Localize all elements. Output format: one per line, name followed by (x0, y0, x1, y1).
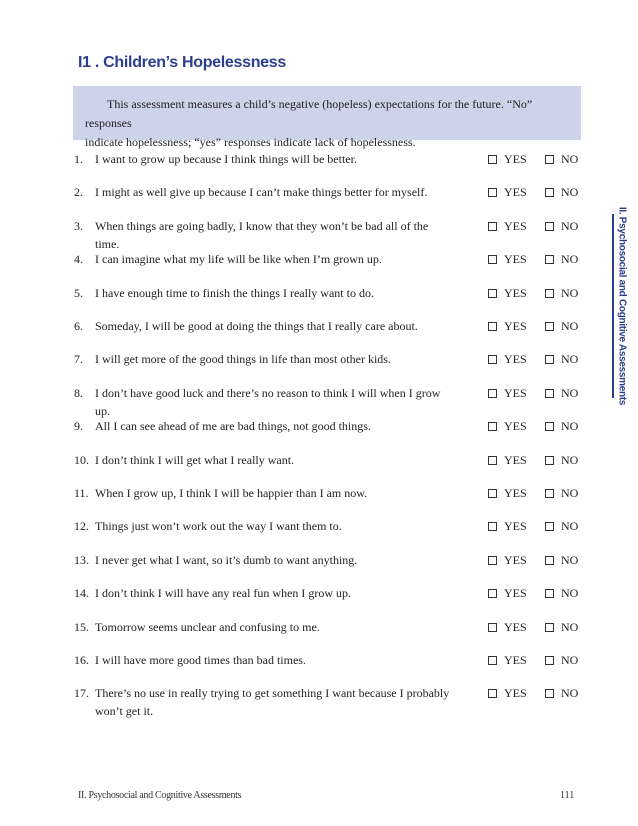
question-text: I never get what I want, so it’s dumb to want anything. (95, 552, 358, 567)
question-text: I want to grow up because I think things will be better. (95, 152, 357, 166)
no-checkbox[interactable] (545, 589, 554, 598)
yes-label: YES (504, 252, 527, 267)
yes-label: YES (504, 452, 527, 467)
question-text: When things are going badly, I know that they won’t be bad all of the time. (95, 218, 429, 251)
question-number: 3. (74, 218, 83, 233)
side-tab (612, 206, 628, 406)
yes-label: YES (504, 586, 527, 601)
question-number: 9. (74, 419, 83, 434)
page-title: I1 . Children’s Hopelessness (78, 54, 286, 71)
no-label: NO (561, 352, 579, 367)
yes-checkbox[interactable] (488, 389, 497, 398)
question-number: 12. (74, 519, 89, 534)
no-checkbox[interactable] (545, 389, 554, 398)
no-checkbox[interactable] (545, 522, 554, 531)
question-text: I will have more good times than bad times. (95, 653, 306, 667)
yes-label: YES (504, 552, 527, 567)
yes-checkbox[interactable] (488, 689, 497, 698)
question-text: There’s no use in really trying to get something I want because I probably won’t get it. (95, 686, 450, 719)
yes-checkbox[interactable] (488, 623, 497, 632)
yes-option[interactable] (488, 317, 527, 335)
question-text: I will get more of the good things in life than most other kids. (95, 352, 391, 367)
no-option[interactable] (545, 150, 578, 168)
question-text: Things just won’t work out the way I want them to. (95, 519, 342, 534)
no-option[interactable] (545, 384, 578, 402)
no-option[interactable] (545, 484, 578, 502)
no-checkbox[interactable] (545, 188, 554, 197)
yes-label: YES (504, 352, 527, 367)
no-option[interactable] (545, 451, 578, 469)
question-text: I don’t think I will get what I really want. (95, 452, 295, 467)
question-text: Someday, I will be good at doing the things that I really care about. (95, 319, 418, 333)
question-text: I don’t have good luck and there’s no reason to think I will when I grow up. (95, 385, 441, 418)
yes-checkbox[interactable] (488, 589, 497, 598)
footer-page-number: 111 (560, 790, 575, 801)
yes-option[interactable] (488, 517, 527, 535)
no-label: NO (561, 619, 579, 634)
no-label: NO (561, 486, 579, 500)
question-number: 1. (74, 152, 83, 166)
no-label: NO (561, 586, 579, 601)
no-option[interactable] (545, 284, 578, 302)
no-label: NO (561, 152, 579, 166)
no-checkbox[interactable] (545, 155, 554, 164)
yes-option[interactable] (488, 451, 527, 469)
question-number: 8. (74, 385, 83, 400)
yes-option[interactable] (488, 417, 527, 435)
question-number: 6. (74, 319, 83, 333)
yes-option[interactable] (488, 651, 527, 669)
question-number: 17. (74, 686, 89, 701)
yes-label: YES (504, 385, 527, 400)
yes-checkbox[interactable] (488, 255, 497, 264)
yes-option[interactable] (488, 684, 527, 702)
yes-option[interactable] (488, 350, 527, 368)
no-option[interactable] (545, 618, 578, 636)
yes-option[interactable] (488, 217, 527, 235)
no-label: NO (561, 218, 579, 233)
yes-label: YES (504, 152, 527, 166)
question-text: Tomorrow seems unclear and confusing to me. (95, 619, 320, 634)
yes-option[interactable] (488, 618, 527, 636)
no-checkbox[interactable] (545, 289, 554, 298)
no-option[interactable] (545, 217, 578, 235)
no-option[interactable] (545, 350, 578, 368)
question-number: 13. (74, 552, 89, 567)
question-text: I might as well give up because I can’t make things better for myself. (95, 185, 428, 200)
yes-checkbox[interactable] (488, 188, 497, 197)
yes-label: YES (504, 686, 527, 701)
no-checkbox[interactable] (545, 255, 554, 264)
question-number: 2. (74, 185, 83, 200)
question-number: 10. (74, 452, 89, 467)
yes-label: YES (504, 185, 527, 200)
yes-label: YES (504, 619, 527, 634)
no-label: NO (561, 319, 579, 333)
no-option[interactable] (545, 317, 578, 335)
no-label: NO (561, 285, 579, 300)
question-number: 16. (74, 653, 89, 667)
question-text: I can imagine what my life will be like when I’m grown up. (95, 252, 382, 267)
question-number: 4. (74, 252, 83, 267)
yes-label: YES (504, 285, 527, 300)
yes-label: YES (504, 653, 527, 667)
no-option[interactable] (545, 517, 578, 535)
yes-option[interactable] (488, 250, 527, 268)
yes-option[interactable] (488, 284, 527, 302)
question-text: When I grow up, I think I will be happier than I am now. (95, 486, 368, 500)
side-tab-label: II. Psychosocial and Cognitive Assessments (616, 206, 628, 406)
no-checkbox[interactable] (545, 222, 554, 231)
yes-option[interactable] (488, 183, 527, 201)
yes-label: YES (504, 486, 527, 500)
yes-checkbox[interactable] (488, 155, 497, 164)
no-label: NO (561, 185, 579, 200)
yes-label: YES (504, 218, 527, 233)
question-text: I have enough time to finish the things I really want to do. (95, 285, 374, 300)
question-number: 15. (74, 619, 89, 634)
no-checkbox[interactable] (545, 556, 554, 565)
yes-checkbox[interactable] (488, 556, 497, 565)
yes-option[interactable] (488, 484, 527, 502)
no-checkbox[interactable] (545, 322, 554, 331)
no-label: NO (561, 686, 579, 701)
no-label: NO (561, 252, 579, 267)
no-label: NO (561, 519, 579, 534)
no-label: NO (561, 452, 579, 467)
question-text: I don’t think I will have any real fun when I grow up. (95, 586, 352, 601)
no-label: NO (561, 385, 579, 400)
no-label: NO (561, 552, 579, 567)
no-checkbox[interactable] (545, 456, 554, 465)
no-option[interactable] (545, 651, 578, 669)
yes-checkbox[interactable] (488, 289, 497, 298)
no-label: NO (561, 419, 579, 434)
no-label: NO (561, 653, 579, 667)
yes-checkbox[interactable] (488, 322, 497, 331)
yes-checkbox[interactable] (488, 422, 497, 431)
yes-checkbox[interactable] (488, 222, 497, 231)
footer-section: II. Psychosocial and Cognitive Assessments (78, 790, 242, 801)
no-checkbox[interactable] (545, 422, 554, 431)
yes-option[interactable] (488, 384, 527, 402)
no-checkbox[interactable] (545, 623, 554, 632)
no-option[interactable] (545, 417, 578, 435)
yes-checkbox[interactable] (488, 355, 497, 364)
no-option[interactable] (545, 250, 578, 268)
yes-label: YES (504, 519, 527, 534)
yes-option[interactable] (488, 150, 527, 168)
question-number: 11. (74, 486, 89, 500)
yes-label: YES (504, 419, 527, 434)
no-checkbox[interactable] (545, 689, 554, 698)
no-option[interactable] (545, 183, 578, 201)
intro-line-2: indicate hopelessness; “yes” responses indicate lack of hopelessness. (85, 135, 416, 149)
intro-line-1: This assessment measures a child’s negative (hopeless) expectations for the future. “No” responses (85, 97, 533, 130)
yes-option[interactable] (488, 584, 527, 602)
no-checkbox[interactable] (545, 489, 554, 498)
yes-checkbox[interactable] (488, 456, 497, 465)
no-checkbox[interactable] (545, 656, 554, 665)
no-option[interactable] (545, 584, 578, 602)
no-checkbox[interactable] (545, 355, 554, 364)
yes-label: YES (504, 319, 527, 333)
intro-box (73, 86, 581, 149)
yes-option[interactable] (488, 551, 527, 569)
yes-checkbox[interactable] (488, 522, 497, 531)
yes-checkbox[interactable] (488, 489, 497, 498)
no-option[interactable] (545, 684, 578, 702)
question-number: 7. (74, 352, 83, 367)
question-number: 5. (74, 285, 83, 300)
question-number: 14. (74, 586, 89, 601)
no-option[interactable] (545, 551, 578, 569)
question-text: All I can see ahead of me are bad things, not good things. (95, 419, 371, 434)
yes-checkbox[interactable] (488, 656, 497, 665)
